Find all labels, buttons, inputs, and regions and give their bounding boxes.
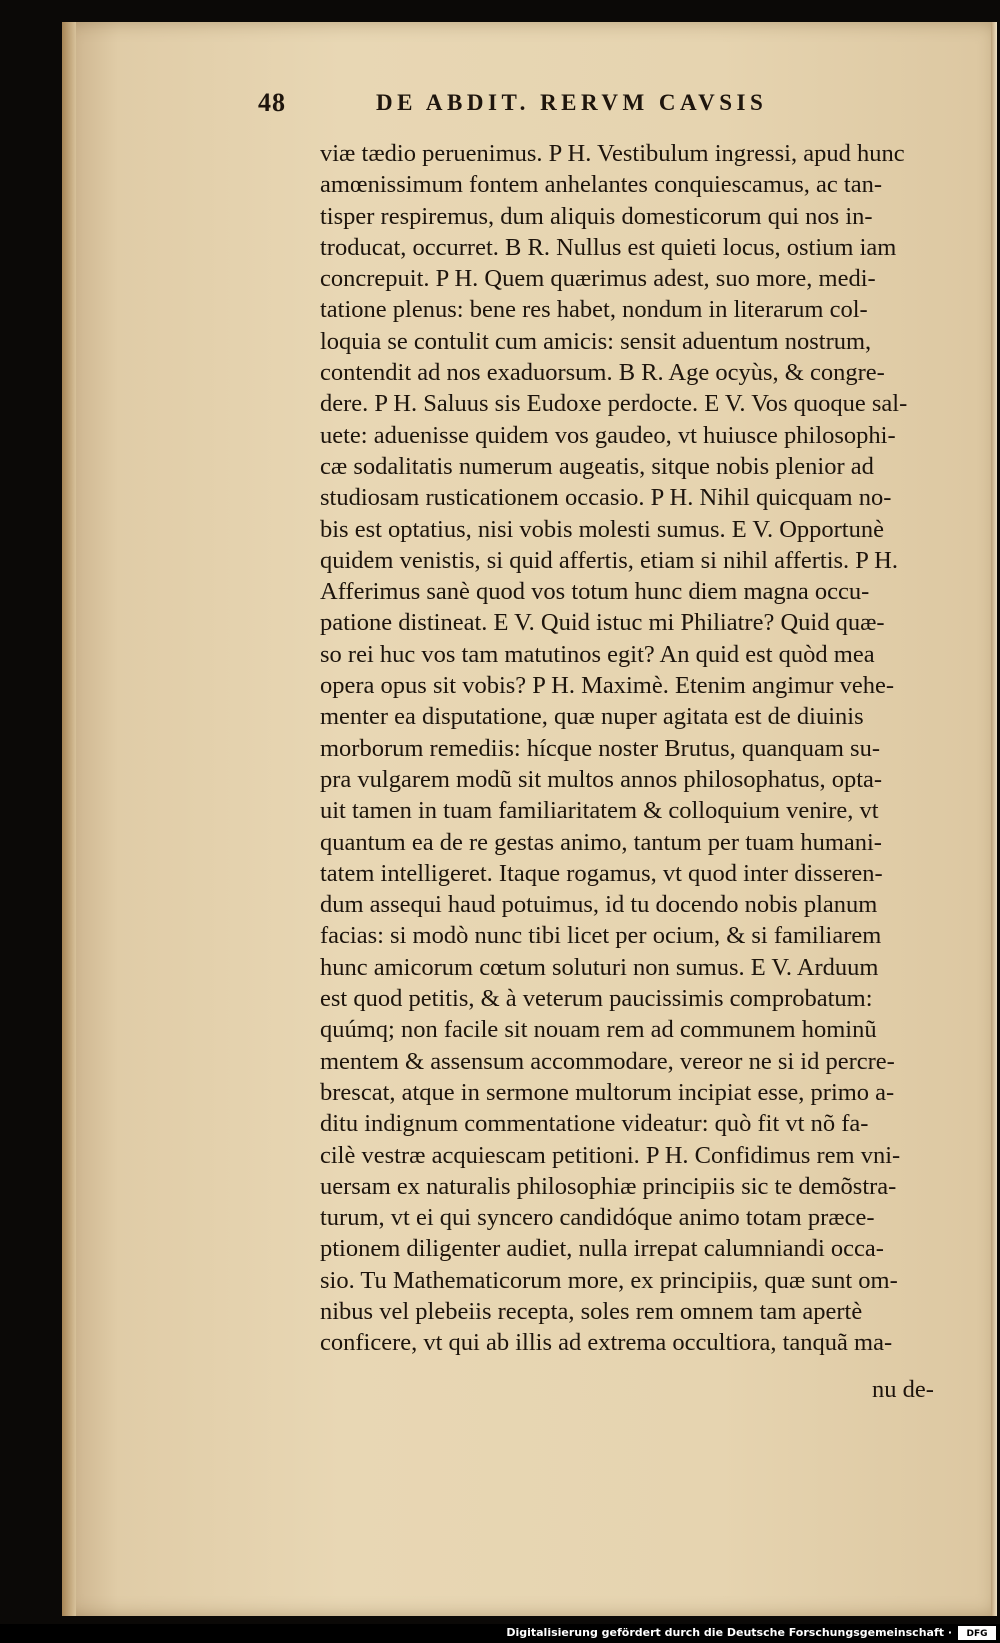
text-line: tatione plenus: bene res habet, nondum in literarum col- — [320, 296, 868, 324]
text-line: tatem intelligeret. Itaque rogamus, vt quod inter disseren- — [320, 859, 883, 887]
text-line: amœnissimum fontem anhelantes conquiescamus, ac tan- — [320, 171, 882, 199]
text-line: cæ sodalitatis numerum augeatis, sitque nobis plenior ad — [320, 452, 874, 480]
funding-credit: Digitalisierung gefördert durch die Deutsche Forschungsgemeinschaft · — [506, 1626, 952, 1639]
text-line: mentem & assensum accommodare, vereor ne si id percre- — [320, 1047, 895, 1075]
text-line: ptionem diligenter audiet, nulla irrepat calumniandi occa- — [320, 1235, 884, 1263]
text-line: dere. P H. Saluus sis Eudoxe perdocte. E V. Vos quoque sal- — [320, 390, 908, 418]
page-header — [258, 88, 938, 132]
text-line: est quod petitis, & à veterum paucissimis comprobatum: — [320, 985, 873, 1013]
text-line: uete: aduenisse quidem vos gaudeo, vt huiusce philosophi- — [320, 421, 896, 449]
digitization-footer — [0, 1624, 1000, 1643]
text-line: bis est optatius, nisi vobis molesti sumus. E V. Opportunè — [320, 515, 884, 543]
text-line: morborum remediis: hícque noster Brutus, quanquam su- — [320, 734, 880, 762]
text-line: ditu indignum commentatione videatur: quò fit vt nõ fa- — [320, 1110, 869, 1138]
text-line: contendit ad nos exaduorsum. B R. Age ocyùs, & congre- — [320, 359, 885, 387]
page-edge — [991, 22, 997, 1616]
text-line: turum, vt ei qui syncero candidóque animo totam præce- — [320, 1204, 875, 1232]
text-line: uersam ex naturalis philosophiæ principiis sic te demõstra- — [320, 1172, 897, 1200]
catchword: nu de- — [872, 1376, 934, 1403]
running-head: DE ABDIT. RERVM CAVSIS — [376, 90, 768, 115]
text-line: opera opus sit vobis? P H. Maximè. Etenim angimur vehe- — [320, 672, 895, 700]
text-line: menter ea disputatione, quæ nuper agitata est de diuinis — [320, 703, 864, 731]
text-line: quúmq; non facile sit nouam rem ad communem hominũ — [320, 1016, 877, 1044]
text-line: quidem venistis, si quid affertis, etiam si nihil affertis. P H. — [320, 546, 898, 574]
dfg-logo: DFG — [958, 1626, 996, 1640]
text-line: loquia se contulit cum amicis: sensit aduentum nostrum, — [320, 327, 872, 355]
text-line: concrepuit. P H. Quem quærimus adest, suo more, medi- — [320, 265, 876, 293]
text-line: tisper respiremus, dum aliquis domesticorum qui nos in- — [320, 202, 873, 230]
text-line: brescat, atque in sermone multorum incipiat esse, primo a- — [320, 1078, 895, 1106]
text-line: dum assequi haud potuimus, id tu docendo nobis planum — [320, 891, 878, 919]
text-line: quantum ea de re gestas animo, tantum per tuam humani- — [320, 828, 882, 856]
text-line: pra vulgarem modũ sit multos annos philosophatus, opta- — [320, 765, 883, 793]
text-line: hunc amicorum cœtum soluturi non sumus. E V. Arduum — [320, 953, 879, 981]
text-line: sio. Tu Mathematicorum more, ex principiis, quæ sunt om- — [320, 1266, 898, 1294]
text-line: nibus vel plebeiis recepta, soles rem omnem tam apertè — [320, 1297, 863, 1325]
text-line: viæ tædio peruenimus. P H. Vestibulum ingressi, apud hunc — [320, 140, 905, 167]
text-line: so rei huc vos tam matutinos egit? An quid est quòd mea — [320, 640, 875, 668]
text-line: uit tamen in tuam familiaritatem & colloquium venire, vt — [320, 797, 879, 825]
text-line: troducat, occurret. B R. Nullus est quieti locus, ostium iam — [320, 233, 897, 261]
text-line: cilè vestræ acquiescam petitioni. P H. Confidimus rem vni- — [320, 1141, 901, 1169]
text-line: facias: si modò nunc tibi licet per ocium, & si familiarem — [320, 922, 882, 950]
text-line: conficere, vt qui ab illis ad extrema occultiora, tanquã ma- — [320, 1329, 893, 1357]
text-line: Afferimus sanè quod vos totum hunc diem magna occu- — [320, 578, 870, 606]
page-number: 48 — [258, 88, 286, 117]
body-text — [320, 138, 982, 1359]
text-line: studiosam rusticationem occasio. P H. Nihil quicquam no- — [320, 484, 892, 512]
text-line: patione distineat. E V. Quid istuc mi Philiatre? Quid quæ- — [320, 609, 885, 637]
page-gutter-shadow — [62, 22, 76, 1616]
